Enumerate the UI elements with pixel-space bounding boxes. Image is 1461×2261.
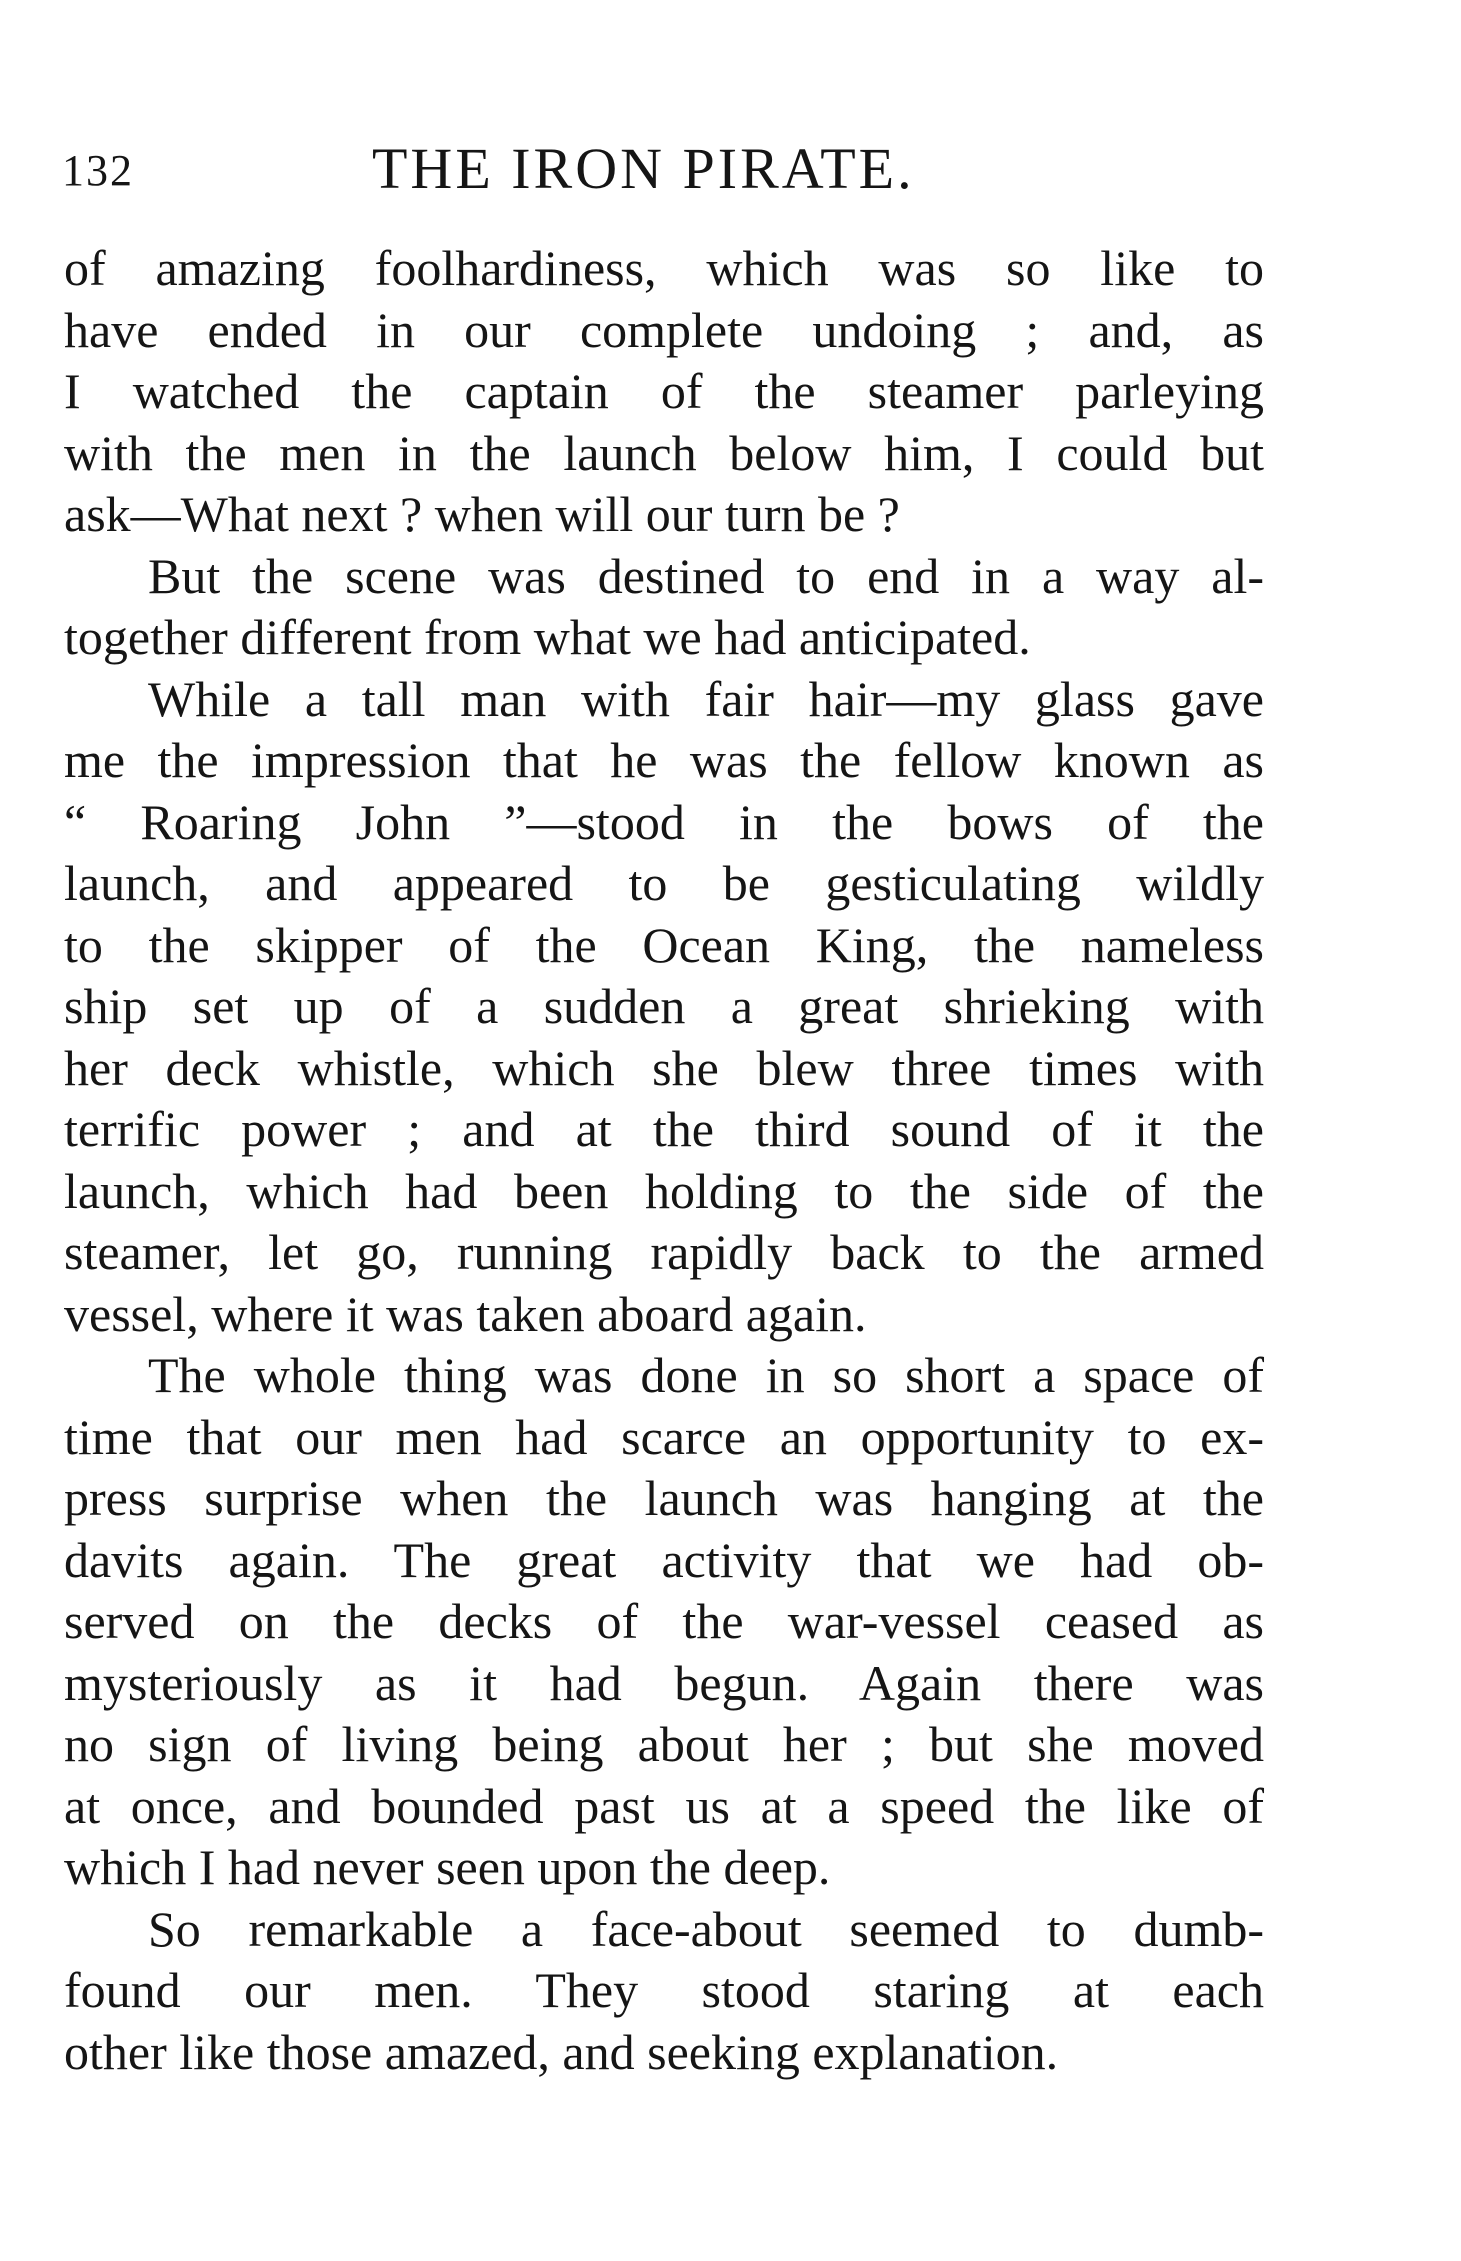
text-line: have ended in our complete undoing ; and, as: [64, 301, 1264, 358]
text-line: “ Roaring John ”—stood in the bows of the: [64, 793, 1264, 850]
text-line: which I had never seen upon the deep.: [64, 1839, 831, 1895]
text-line: davits again. The great activity that we had ob-: [64, 1531, 1264, 1588]
page-number: 132: [62, 146, 134, 195]
text-line: steamer, let go, running rapidly back to the armed: [64, 1224, 1264, 1280]
text-line: launch, which had been holding to the side of the: [64, 1162, 1264, 1219]
text-line: press surprise when the launch was hanging at the: [64, 1470, 1264, 1526]
text-line: vessel, where it was taken aboard again.: [64, 1285, 867, 1342]
text-line: no sign of living being about her ; but she moved: [64, 1716, 1264, 1772]
text-line: So remarkable a face-about seemed to dumb-: [148, 1900, 1264, 1957]
text-line: time that our men had scarce an opportunity to ex-: [64, 1408, 1264, 1465]
text-line: of amazing foolhardiness, which was so like to: [64, 240, 1264, 296]
running-title: THE IRON PIRATE.: [372, 136, 915, 201]
text-line: other like those amazed, and seeking explanation.: [64, 2023, 1059, 2080]
text-line: found our men. They stood staring at each: [64, 1962, 1264, 2018]
text-line: with the men in the launch below him, I could but: [64, 424, 1264, 481]
text-line: together different from what we had anticipated.: [64, 609, 1031, 665]
text-line: mysteriously as it had begun. Again there was: [64, 1654, 1264, 1711]
text-line: served on the decks of the war-vessel ceased as: [64, 1593, 1264, 1649]
text-line: The whole thing was done in so short a space of: [148, 1347, 1264, 1403]
text-line: While a tall man with fair hair—my glass gave: [148, 670, 1264, 727]
text-line: me the impression that he was the fellow known as: [64, 732, 1264, 788]
text-line: But the scene was destined to end in a way al-: [148, 547, 1264, 604]
text-line: to the skipper of the Ocean King, the nameless: [64, 916, 1264, 973]
text-line: her deck whistle, which she blew three times with: [64, 1039, 1264, 1096]
body-text: [64, 238, 1264, 2083]
text-line: launch, and appeared to be gesticulating wildly: [64, 855, 1264, 911]
text-line: terrific power ; and at the third sound of it the: [64, 1101, 1264, 1157]
text-line: ask—What next ? when will our turn be ?: [64, 486, 900, 542]
text-line: at once, and bounded past us at a speed the like of: [64, 1777, 1264, 1834]
text-line: ship set up of a sudden a great shrieking with: [64, 978, 1264, 1034]
text-line: I watched the captain of the steamer parleying: [64, 363, 1264, 419]
page-header: [62, 135, 1262, 205]
